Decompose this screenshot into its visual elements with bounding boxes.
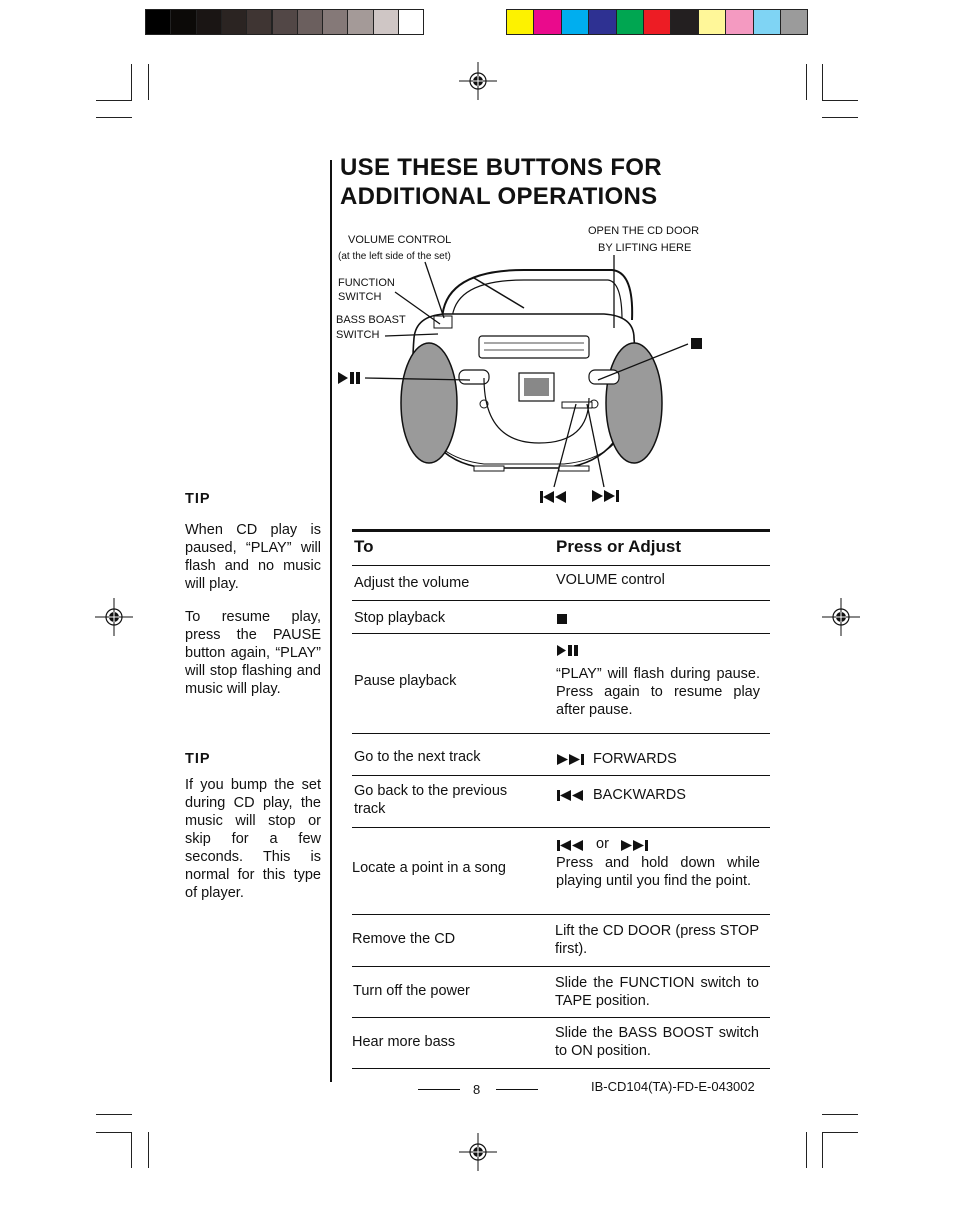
stop-icon xyxy=(557,614,568,625)
row-action: Remove the CD xyxy=(352,931,456,947)
row-action: Adjust the volume xyxy=(354,575,470,591)
footer-rule-left xyxy=(418,1089,460,1090)
table-row xyxy=(352,733,770,776)
play-pause-icon xyxy=(338,372,362,384)
row-control: Slide the FUNCTION switch to TAPE position. xyxy=(555,975,759,1009)
header-press: Press or Adjust xyxy=(556,537,682,556)
table-row xyxy=(352,1017,770,1069)
row-action: Turn off the power xyxy=(353,983,470,999)
row-control: Slide the BASS BOOST switch to ON position. xyxy=(555,1025,759,1059)
skip-back-icon xyxy=(540,491,568,503)
table-row xyxy=(352,600,770,634)
skip-back-icon xyxy=(557,790,585,801)
crop-mark xyxy=(148,1132,149,1168)
row-action: Go to the next track xyxy=(354,749,481,765)
crop-mark xyxy=(131,1132,132,1168)
or-connector: or xyxy=(596,836,609,852)
table-row xyxy=(352,633,770,734)
title-line-2: ADDITIONAL OPERATIONS xyxy=(340,183,658,210)
table-row xyxy=(352,966,770,1018)
function-switch-label-1: FUNCTION xyxy=(338,277,395,289)
tip-paragraph: When CD play is paused, “PLAY” will flash and no music will play. xyxy=(185,522,321,592)
document-code: IB-CD104(TA)-FD-E-043002 xyxy=(591,1079,755,1094)
registration-mark-icon xyxy=(822,598,860,636)
table-row xyxy=(352,827,770,915)
header-to: To xyxy=(354,537,374,556)
table-header-row xyxy=(352,532,770,565)
row-action: Hear more bass xyxy=(352,1034,456,1050)
registration-mark-icon xyxy=(95,598,133,636)
row-action: Pause playback xyxy=(354,673,457,689)
open-door-label-2: BY LIFTING HERE xyxy=(598,242,692,254)
crop-mark xyxy=(96,1114,132,1115)
table-row xyxy=(352,775,770,828)
row-control: FORWARDS xyxy=(593,751,677,767)
table-row xyxy=(352,914,770,967)
stop-icon xyxy=(691,338,703,350)
diagram-leader-lines xyxy=(0,0,954,520)
volume-control-label: VOLUME CONTROL xyxy=(348,234,452,246)
row-action: Locate a point in a song xyxy=(352,860,506,876)
row-action: Stop playback xyxy=(354,610,446,626)
tip-paragraph: If you bump the set during CD play, the music will stop or skip for a few seconds. This is normal for this type of player. xyxy=(185,777,321,901)
play-pause-icon xyxy=(557,645,579,656)
footer-rule-right xyxy=(496,1089,538,1090)
tip-heading: TIP xyxy=(185,491,211,507)
row-control: VOLUME control xyxy=(556,572,665,588)
crop-mark xyxy=(806,1132,807,1168)
tip-paragraph: To resume play, press the PAUSE button again, “PLAY” will stop flashing and music will play. xyxy=(185,609,321,697)
registration-mark-icon xyxy=(459,1133,497,1171)
row-control: Press and hold down while playing until you find the point. xyxy=(556,855,760,889)
open-door-label-1: OPEN THE CD DOOR xyxy=(588,225,700,237)
skip-back-icon xyxy=(557,840,585,851)
skip-forward-icon xyxy=(592,490,620,502)
row-control: Lift the CD DOOR (press STOP first). xyxy=(555,923,759,957)
function-switch-label-2: SWITCH xyxy=(338,291,382,303)
bass-switch-label-2: SWITCH xyxy=(336,329,380,341)
volume-control-note: (at the left side of the set) xyxy=(338,251,451,262)
bass-switch-label-1: BASS BOAST xyxy=(336,314,406,326)
crop-mark xyxy=(96,1132,132,1133)
row-control: “PLAY” will flash during pause. Press again to resume play after pause. xyxy=(556,666,760,718)
skip-forward-icon xyxy=(557,754,585,765)
skip-forward-icon xyxy=(621,840,649,851)
crop-mark xyxy=(822,1114,858,1115)
row-action: Go back to the previous track xyxy=(354,783,508,817)
row-control: BACKWARDS xyxy=(593,787,686,803)
crop-mark xyxy=(822,1132,858,1133)
table-row xyxy=(352,565,770,601)
title-line-1: USE THESE BUTTONS FOR xyxy=(340,154,662,181)
page-number: 8 xyxy=(473,1082,481,1097)
crop-mark xyxy=(822,1132,823,1168)
tip-heading: TIP xyxy=(185,751,211,767)
